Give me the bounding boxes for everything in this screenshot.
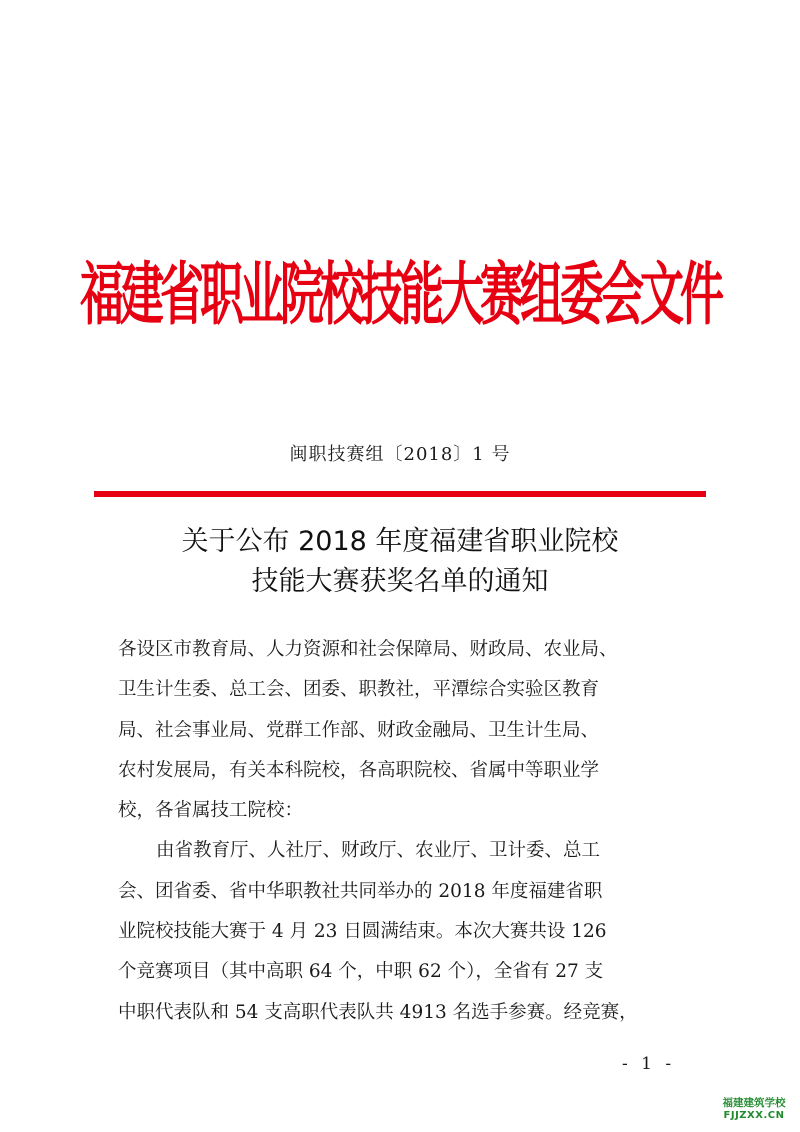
body-line: 卫生计生委、总工会、团委、职教社，平潭综合实验区教育 (118, 679, 600, 701)
watermark-name: 福建建筑学校 (722, 1097, 786, 1109)
body-line: 个竞赛项目（其中高职 64 个，中职 62 个），全省有 27 支 (118, 961, 604, 983)
body-line: 会、团省委、省中华职教社共同举办的 2018 年度福建省职 (118, 880, 603, 902)
page-number: - 1 - (622, 1054, 676, 1074)
body-line: 各设区市教育局、人力资源和社会保障局、财政局、农业局、 (118, 639, 618, 660)
document-body (118, 630, 688, 1033)
title-line-2: 技能大赛获奖名单的通知 (251, 566, 549, 597)
red-separator-line (94, 491, 706, 497)
body-line: 中职代表队和 54 支高职代表队共 4913 名选手参赛。经竞赛， (118, 1001, 638, 1023)
body-line: 局、社会事业局、党群工作部、财政金融局、卫生计生局、 (118, 719, 600, 741)
body-line: 校，各省属技工院校： (118, 800, 304, 822)
title-line-1: 关于公布 2018 年度福建省职业院校 (181, 526, 619, 557)
watermark-domain: FJJZXX.CN (723, 1109, 785, 1121)
body-line: 农村发展局，有关本科院校，各高职院校、省属中等职业学 (118, 759, 600, 781)
document-number: 闽职技赛组〔2018〕1 号 (289, 444, 511, 465)
body-line: 由省教育厅、人社厅、财政厅、农业厅、卫计委、总工 (156, 840, 601, 862)
body-line: 业院校技能大赛于 4 月 23 日圆满结束。本次大赛共设 126 (118, 921, 607, 943)
document-title (0, 522, 800, 602)
site-watermark (708, 1098, 800, 1121)
document-masthead: 福建省职业院校技能大赛组委会文件 (80, 255, 720, 335)
